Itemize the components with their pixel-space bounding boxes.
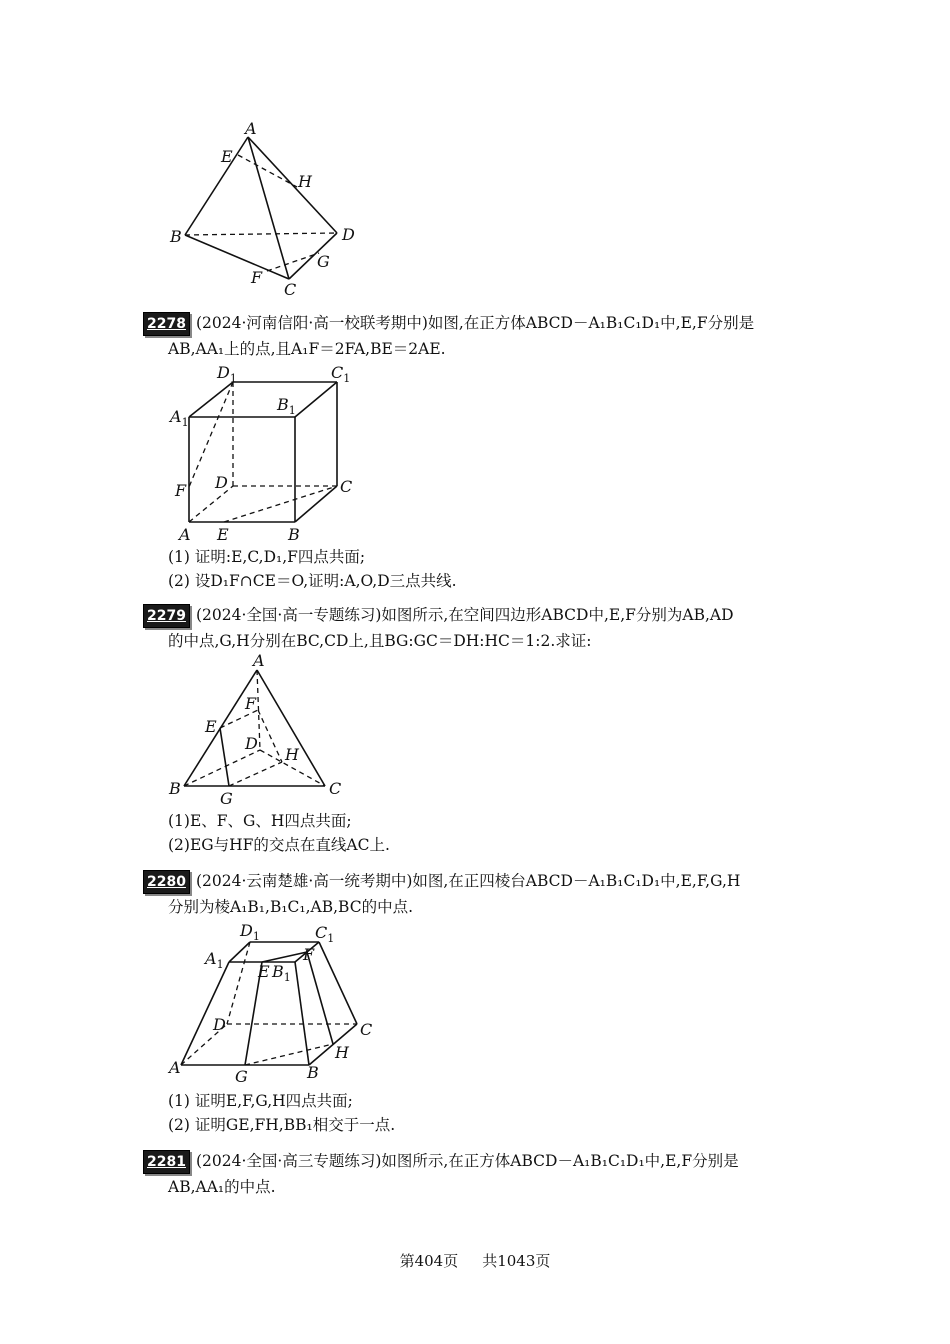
label-a1: $A_1$ — [205, 949, 224, 971]
question-2278-line2: AB,AA₁上的点,且A₁F＝2FA,BE＝2AE. — [168, 340, 446, 358]
label-a: A — [245, 119, 257, 138]
label-g: G — [220, 789, 233, 808]
question-2280-part1: (1) 证明E,F,G,H四点共面; — [168, 1092, 353, 1110]
question-2278-part1: (1) 证明:E,C,D₁,F四点共面; — [168, 548, 366, 566]
label-h: H — [285, 745, 299, 764]
label-d: D — [342, 225, 355, 244]
label-d1: $D_1$ — [240, 921, 260, 943]
label-c: C — [340, 477, 353, 496]
label-c1: $C_1$ — [315, 923, 335, 945]
question-2279-line2: 的中点,G,H分别在BC,CD上,且BG:GC＝DH:HC＝1:2.求证: — [168, 632, 592, 650]
label-e: E — [221, 147, 233, 166]
label-h: H — [335, 1043, 349, 1062]
question-number-2280: 2280 — [143, 870, 190, 894]
label-f: F — [175, 481, 187, 500]
label-c1: $C_1$ — [331, 363, 351, 385]
label-b: B — [288, 525, 300, 544]
label-b: B — [170, 227, 182, 246]
question-number-2278: 2278 — [143, 312, 190, 336]
label-f: F — [245, 694, 257, 713]
question-2278-line1: 2278 (2024·河南信阳·高一校联考期中)如图,在正方体ABCD－A₁B₁C₁D₁中,E,F分别是 — [143, 312, 754, 336]
label-f: F — [251, 268, 263, 287]
label-d: D — [215, 473, 228, 492]
label-c: C — [329, 779, 342, 798]
cube-figure — [165, 360, 365, 545]
page-total: 共1043页 — [482, 1252, 551, 1270]
space-quadrilateral-figure — [165, 652, 365, 807]
page-footer — [0, 1250, 950, 1271]
label-b: B — [169, 779, 181, 798]
question-2280-part2: (2) 证明GE,FH,BB₁相交于一点. — [168, 1116, 396, 1134]
label-a: A — [179, 525, 191, 544]
label-e: E — [217, 525, 229, 544]
label-d: D — [213, 1015, 226, 1034]
label-h: H — [298, 172, 312, 191]
label-f: F — [303, 945, 315, 964]
question-2279-part2: (2)EG与HF的交点在直线AC上. — [168, 836, 390, 854]
label-e: E — [258, 962, 270, 981]
label-d: D — [245, 734, 258, 753]
label-a1: $A_1$ — [170, 407, 189, 429]
question-2281-line1: 2281 (2024·全国·高三专题练习)如图所示,在正方体ABCD－A₁B₁C₁D₁中,E,F分别是 — [143, 1150, 739, 1174]
label-b1: $B_1$ — [277, 395, 296, 417]
label-c: C — [360, 1020, 373, 1039]
frustum-figure — [165, 918, 380, 1088]
label-g: G — [235, 1067, 248, 1086]
question-2279-part1: (1)E、F、G、H四点共面; — [168, 812, 352, 830]
label-a: A — [169, 1058, 181, 1077]
question-2280-line1: 2280 (2024·云南楚雄·高一统考期中)如图,在正四棱台ABCD－A₁B₁C₁D₁中,E,F,G,H — [143, 870, 740, 894]
tetrahedron-figure — [165, 115, 375, 305]
question-number-2279: 2279 — [143, 604, 190, 628]
label-d1: $D_1$ — [217, 363, 237, 385]
question-2279-line1: 2279 (2024·全国·高一专题练习)如图所示,在空间四边形ABCD中,E,F分别为AB,AD — [143, 604, 734, 628]
label-b1: $B_1$ — [272, 962, 291, 984]
label-a: A — [253, 651, 265, 670]
label-b: B — [307, 1063, 319, 1082]
question-2280-line2: 分别为棱A₁B₁,B₁C₁,AB,BC的中点. — [168, 898, 414, 916]
page-number: 第404页 — [399, 1252, 459, 1270]
question-2278-part2: (2) 设D₁F∩CE＝O,证明:A,O,D三点共线. — [168, 572, 457, 590]
question-2281-line2: AB,AA₁的中点. — [168, 1178, 276, 1196]
label-e: E — [205, 717, 217, 736]
label-c: C — [284, 280, 297, 299]
label-g: G — [317, 252, 330, 271]
question-number-2281: 2281 — [143, 1150, 190, 1174]
